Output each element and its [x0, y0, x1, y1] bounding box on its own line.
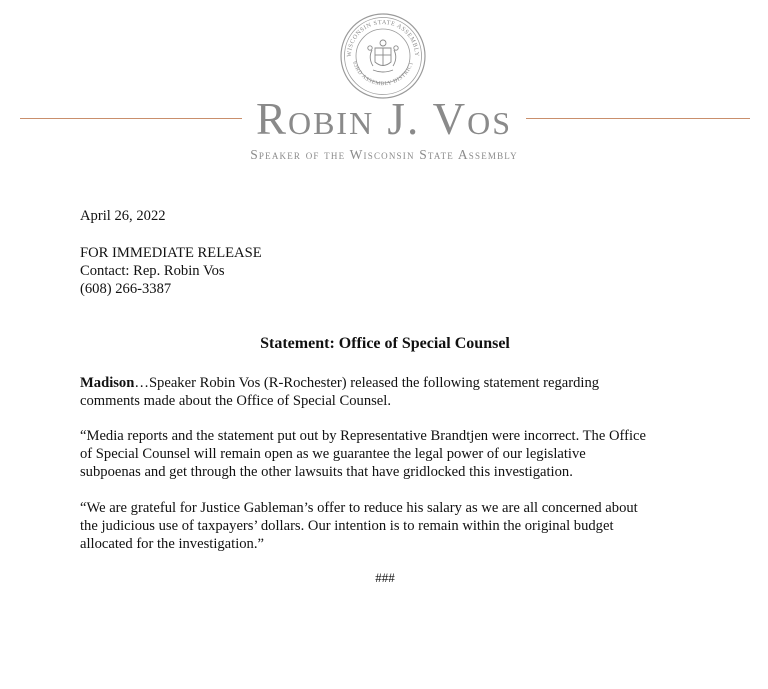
paragraph-line: “Media reports and the statement put out by Representative Brandtjen were incorrect. The Office: [80, 428, 646, 444]
release-phone: (608) 266-3387: [80, 281, 172, 297]
end-mark: ###: [375, 570, 395, 585]
statement-paragraph-2: [80, 427, 700, 481]
seal-bottom-text: 63RD ASSEMBLY DISTRICT: [351, 60, 415, 88]
seal-top-text: WISCONSIN STATE ASSEMBLY: [345, 18, 421, 58]
paragraph-line: [80, 374, 700, 392]
statement-paragraph-1: [80, 374, 700, 410]
release-contact: Contact: Rep. Robin Vos: [80, 263, 225, 279]
letterhead-rule-left: [20, 118, 242, 119]
paragraph-line: the judicious use of taxpayers’ dollars. Our intention is to remain within the original budget: [80, 518, 614, 534]
paragraph-line: allocated for the investigation.”: [80, 536, 264, 552]
release-label: FOR IMMEDIATE RELEASE: [80, 245, 262, 261]
paragraph-line: comments made about the Office of Special Counsel.: [80, 393, 391, 409]
paragraph-line: “We are grateful for Justice Gableman’s offer to reduce his salary as we are all concerned about: [80, 500, 638, 516]
assembly-seal-logo: [339, 12, 427, 100]
letterhead-rule-right: [526, 118, 750, 119]
statement-heading: Statement: Office of Special Counsel: [260, 335, 510, 352]
letterhead-name: Robin J. Vos: [255, 94, 513, 144]
release-date: April 26, 2022: [80, 208, 166, 224]
statement-paragraph-3: [80, 499, 700, 553]
paragraph-line: of Special Counsel will remain open as we guarantee the legal power of our legislative: [80, 446, 586, 462]
letterhead-title: Speaker of the Wisconsin State Assembly: [250, 147, 518, 162]
paragraph-line: subpoenas and get through the other lawsuits that have gridlocked this investigation.: [80, 464, 573, 480]
dateline-location: Madison: [80, 375, 135, 391]
paragraph-text: …Speaker Robin Vos (R-Rochester) released the following statement regarding: [134, 375, 600, 391]
